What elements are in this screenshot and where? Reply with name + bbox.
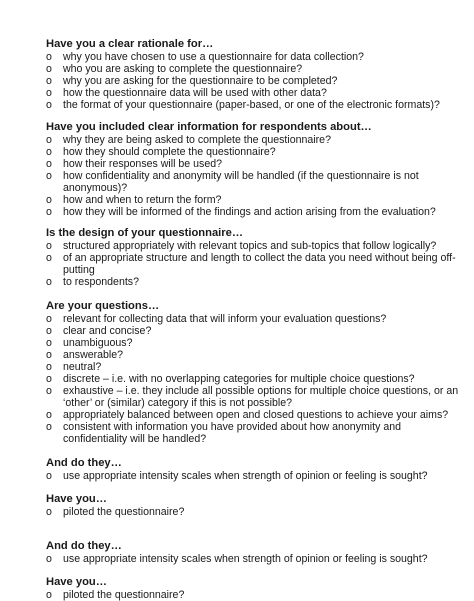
bullet-list: [46, 506, 462, 518]
list-item: [46, 240, 462, 252]
list-item-text: structured appropriately with relevant topics and sub-topics that follow logically?: [63, 240, 437, 252]
list-item-text: piloted the questionnaire?: [63, 506, 185, 518]
bullet-marker: o: [46, 506, 52, 518]
list-item-text: appropriately balanced between open and closed questions to achieve your aims?: [63, 409, 449, 421]
list-item: [46, 158, 462, 170]
list-item-text: unambiguous?: [63, 337, 133, 349]
list-item-text: use appropriate intensity scales when strength of opinion or feeling is sought?: [63, 470, 428, 482]
list-item: [46, 252, 462, 276]
bullet-list: [46, 589, 462, 601]
list-item-text: relevant for collecting data that will inform your evaluation questions?: [63, 313, 387, 325]
bullet-list: [46, 240, 462, 288]
list-item: [46, 99, 462, 111]
list-item-text: who you are asking to complete the questionnaire?: [63, 63, 303, 75]
section-heading: Are your questions…: [46, 300, 160, 312]
list-item-text: how the questionnaire data will be used with other data?: [63, 87, 327, 99]
list-item-text: why you are asking for the questionnaire to be completed?: [63, 75, 338, 87]
bullet-marker: o: [46, 75, 52, 87]
bullet-list: [46, 51, 462, 111]
list-item: [46, 51, 462, 63]
section-have-you: [46, 493, 462, 518]
section-heading: And do they…: [46, 457, 122, 469]
bullet-marker: o: [46, 252, 52, 264]
list-item: [46, 361, 462, 373]
bullet-marker: o: [46, 589, 52, 601]
list-item-text: use appropriate intensity scales when strength of opinion or feeling is sought?: [63, 553, 428, 565]
bullet-list: [46, 470, 462, 482]
bullet-marker: o: [46, 349, 52, 361]
bullet-marker: o: [46, 325, 52, 337]
list-item-text: to respondents?: [63, 276, 139, 288]
bullet-marker: o: [46, 276, 52, 288]
section-heading: Have you a clear rationale for…: [46, 38, 214, 50]
list-item: [46, 325, 462, 337]
bullet-marker: o: [46, 313, 52, 325]
bullet-marker: o: [46, 470, 52, 482]
section-and-do-they: [46, 457, 462, 482]
list-item: [46, 385, 462, 409]
list-item: [46, 506, 462, 518]
list-item: [46, 409, 462, 421]
list-item-text: how confidentiality and anonymity will be handled (if the questionnaire is not anonymous)?: [63, 170, 419, 194]
list-item-text: how and when to return the form?: [63, 194, 222, 206]
section-questions: [46, 300, 462, 445]
bullet-marker: o: [46, 553, 52, 565]
section-heading: Have you included clear information for respondents about…: [46, 121, 372, 133]
section-questionnaire-design: [46, 227, 462, 288]
bullet-marker: o: [46, 240, 52, 252]
bullet-marker: o: [46, 99, 52, 111]
list-item-text: discrete – i.e. with no overlapping categories for multiple choice questions?: [63, 373, 415, 385]
list-item: [46, 313, 462, 325]
bullet-marker: o: [46, 421, 52, 433]
section-respondent-information: [46, 121, 462, 218]
list-item: [46, 206, 462, 218]
section-and-do-they-repeat: [46, 540, 462, 565]
list-item-text: why they are being asked to complete the questionnaire?: [63, 134, 331, 146]
list-item-text: answerable?: [63, 349, 124, 361]
section-heading: Have you…: [46, 576, 107, 588]
bullet-marker: o: [46, 146, 52, 158]
list-item-text: of an appropriate structure and length to collect the data you need without being off-putting: [63, 252, 456, 276]
bullet-list: [46, 313, 462, 445]
list-item: [46, 134, 462, 146]
list-item-text: consistent with information you have provided about how anonymity and confidentiality will be handled?: [63, 421, 402, 445]
bullet-marker: o: [46, 385, 52, 397]
list-item-text: the format of your questionnaire (paper-based, or one of the electronic formats)?: [63, 99, 440, 111]
bullet-marker: o: [46, 51, 52, 63]
bullet-marker: o: [46, 373, 52, 385]
bullet-marker: o: [46, 194, 52, 206]
list-item: [46, 170, 462, 194]
list-item: [46, 421, 462, 445]
list-item: [46, 87, 462, 99]
list-item-text: neutral?: [63, 361, 102, 373]
list-item: [46, 470, 462, 482]
list-item: [46, 589, 462, 601]
list-item: [46, 146, 462, 158]
list-item: [46, 276, 462, 288]
bullet-marker: o: [46, 337, 52, 349]
bullet-marker: o: [46, 361, 52, 373]
section-rationale: [46, 38, 462, 111]
list-item: [46, 349, 462, 361]
bullet-marker: o: [46, 158, 52, 170]
list-item-text: clear and concise?: [63, 325, 152, 337]
list-item: [46, 373, 462, 385]
section-heading: Is the design of your questionnaire…: [46, 227, 244, 239]
list-item-text: how their responses will be used?: [63, 158, 222, 170]
list-item: [46, 553, 462, 565]
bullet-marker: o: [46, 134, 52, 146]
bullet-marker: o: [46, 206, 52, 218]
section-heading: And do they…: [46, 540, 122, 552]
list-item: [46, 75, 462, 87]
bullet-marker: o: [46, 409, 52, 421]
list-item-text: why you have chosen to use a questionnaire for data collection?: [63, 51, 364, 63]
bullet-marker: o: [46, 63, 52, 75]
list-item-text: exhaustive – i.e. they include all possible options for multiple choice questions, or an ‘other’ or (similar) category if this is not possible?: [63, 385, 459, 409]
bullet-list: [46, 134, 462, 218]
list-item: [46, 337, 462, 349]
bullet-marker: o: [46, 170, 52, 182]
checklist-content: [46, 38, 462, 601]
list-item-text: piloted the questionnaire?: [63, 589, 185, 601]
list-item: [46, 194, 462, 206]
list-item: [46, 63, 462, 75]
bullet-marker: o: [46, 87, 52, 99]
bullet-list: [46, 553, 462, 565]
list-item-text: how they will be informed of the findings and action arising from the evaluation?: [63, 206, 436, 218]
section-have-you-repeat: [46, 576, 462, 601]
section-heading: Have you…: [46, 493, 107, 505]
list-item-text: how they should complete the questionnaire?: [63, 146, 276, 158]
